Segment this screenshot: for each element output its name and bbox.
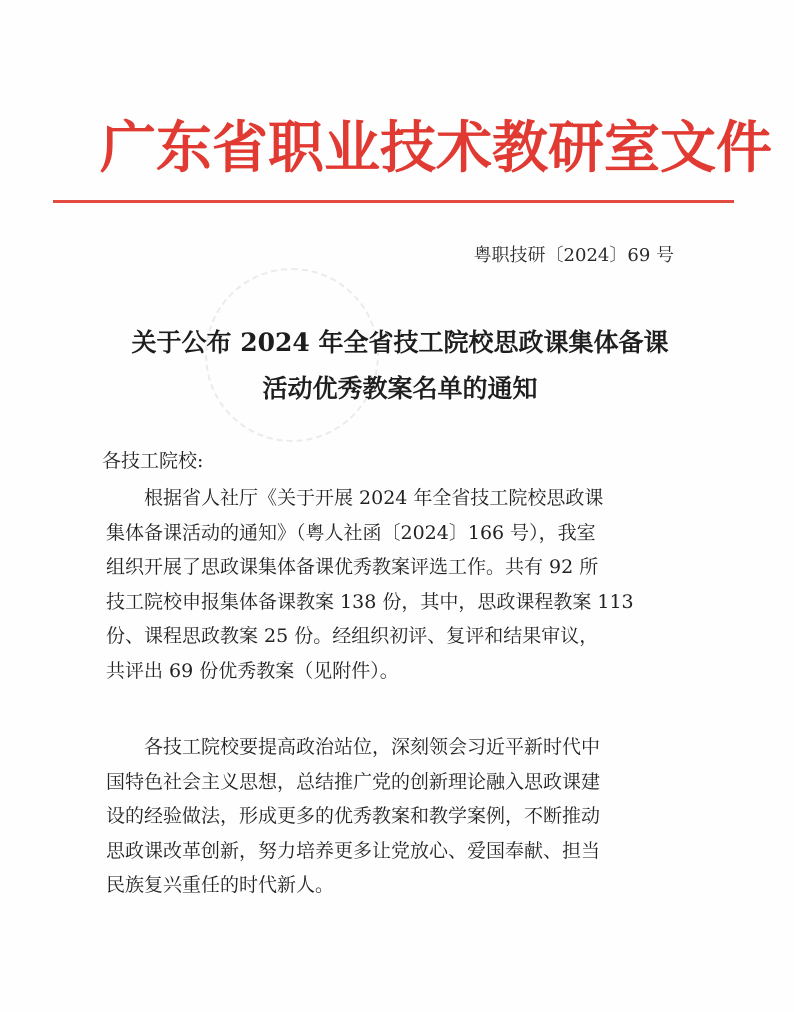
document-number: 粤职技研〔2024〕69 号 bbox=[473, 245, 674, 266]
paragraph-line: 设的经验做法，形成更多的优秀教案和教学案例，不断推动 bbox=[106, 805, 601, 827]
body-paragraph-1 bbox=[106, 481, 706, 688]
paragraph-line: 国特色社会主义思想，总结推广党的创新理论融入思政课建 bbox=[106, 770, 601, 793]
body-paragraph-2 bbox=[106, 730, 706, 903]
org-header-title: 广东省职业技术教研室文件 bbox=[100, 115, 772, 181]
header-red-rule bbox=[53, 200, 734, 203]
paragraph-line: 共评出 69 份优秀教案（见附件）。 bbox=[106, 659, 399, 682]
paragraph-line: 集体备课活动的通知》（粤人社函〔2024〕166 号），我室 bbox=[106, 521, 596, 544]
paragraph-line: 根据省人社厅《关于开展 2024 年全省技工院校思政课 bbox=[144, 487, 604, 509]
paragraph-line: 份、课程思政教案 25 份。经组织初评、复评和结果审议， bbox=[106, 625, 599, 647]
paragraph-line: 技工院校申报集体备课教案 138 份，其中，思政课程教案 113 bbox=[106, 590, 634, 613]
paragraph-line: 思政课改革创新，努力培养更多让党放心、爱国奉献、担当 bbox=[106, 839, 601, 862]
notice-title-line-2: 活动优秀教案名单的通知 bbox=[262, 374, 538, 403]
salutation: 各技工院校: bbox=[102, 450, 204, 472]
notice-title bbox=[80, 320, 720, 412]
paragraph-line: 民族复兴重任的时代新人。 bbox=[106, 874, 335, 896]
paragraph-line: 各技工院校要提高政治站位，深刻领会习近平新时代中 bbox=[144, 736, 601, 758]
paragraph-line: 组织开展了思政课集体备课优秀教案评选工作。共有 92 所 bbox=[106, 556, 599, 578]
notice-title-line-1: 关于公布 2024 年全省技工院校思政课集体备课 bbox=[131, 328, 669, 357]
